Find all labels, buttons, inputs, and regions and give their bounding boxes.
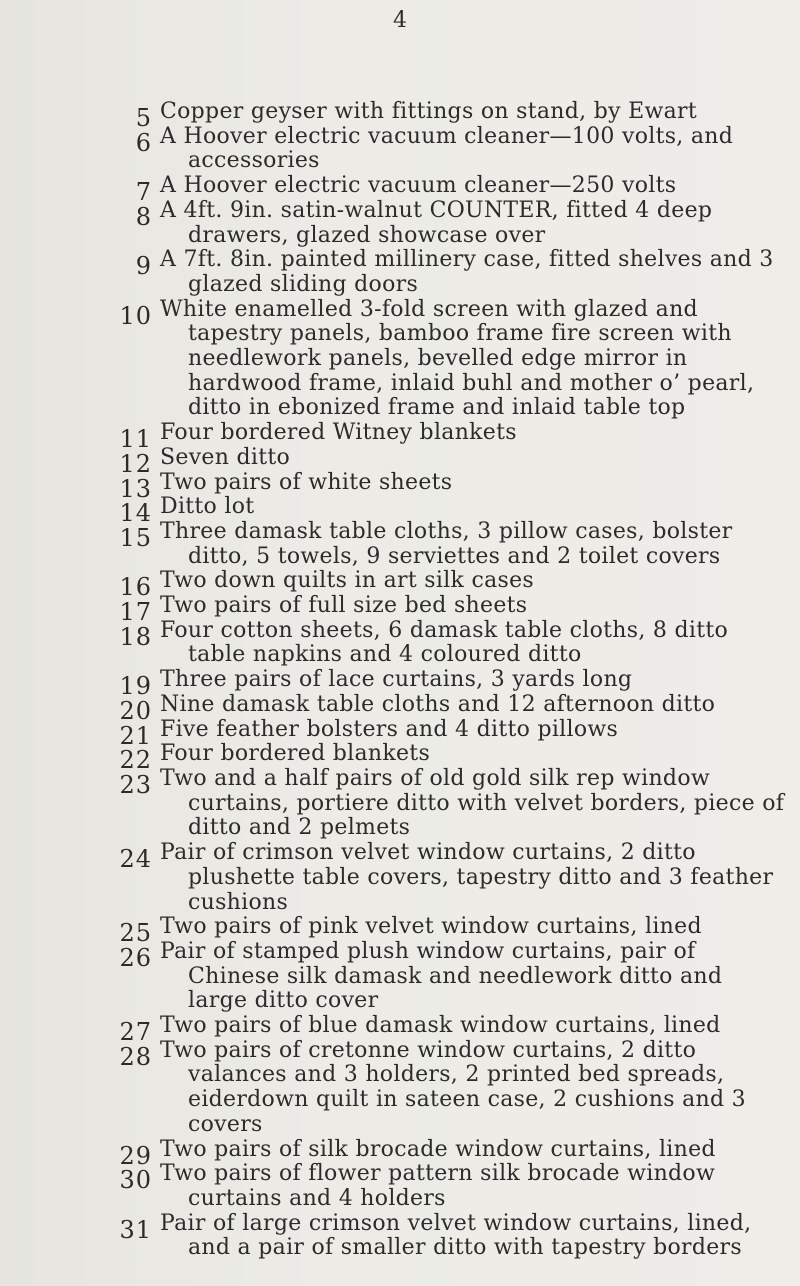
lot-description: A Hoover electric vacuum cleaner—100 volts, and accessories xyxy=(160,123,734,174)
lot-description: Two pairs of flower pattern silk brocade window curtains and 4 holders xyxy=(160,1161,716,1211)
lot-entry xyxy=(0,444,800,478)
lot-description: Five feather bolsters and 4 ditto pillows xyxy=(160,716,619,742)
lot-description: Two down quilts in art silk cases xyxy=(160,568,535,594)
lot-number: 22 xyxy=(119,746,152,775)
lot-description: Four bordered blankets xyxy=(160,741,431,767)
lot-number: 9 xyxy=(135,252,152,281)
lot-number: 6 xyxy=(135,128,152,157)
lot-description: Pair of large crimson velvet window curtains, lined, and a pair of smaller ditto with tapestry borders xyxy=(160,1210,752,1261)
lot-list xyxy=(0,100,800,1261)
lot-entry xyxy=(0,1039,800,1138)
lot-entry xyxy=(0,99,800,132)
lot-entry xyxy=(0,173,800,207)
lot-number: 15 xyxy=(119,523,152,552)
lot-entry xyxy=(0,199,800,248)
lot-entry xyxy=(0,667,800,701)
lot-description: Two pairs of white sheets xyxy=(160,469,453,495)
lot-description: Two pairs of silk brocade window curtains, lined xyxy=(160,1136,716,1162)
lot-entry xyxy=(0,1136,800,1170)
lot-entry xyxy=(0,841,800,915)
lot-description: Four bordered Witney blankets xyxy=(160,420,517,446)
lot-number: 23 xyxy=(119,770,152,799)
lot-number: 20 xyxy=(119,696,152,725)
lot-number: 27 xyxy=(119,1018,152,1047)
lot-entry xyxy=(0,494,800,528)
lot-entry xyxy=(0,767,800,841)
lot-entry xyxy=(0,298,800,422)
lot-description: Four cotton sheets, 6 damask table cloths, 8 ditto table napkins and 4 coloured ditto xyxy=(160,617,729,668)
lot-number: 13 xyxy=(119,474,152,503)
lot-description: Seven ditto xyxy=(160,444,291,470)
lot-number: 5 xyxy=(135,104,152,132)
lot-description: A 7ft. 8in. painted millinery case, fitted shelves and 3 glazed sliding doors xyxy=(160,247,774,297)
lot-description: Two and a half pairs of old gold silk rep window curtains, portiere ditto with velvet borders, piece of ditto and 2 pelmets xyxy=(160,765,785,841)
lot-entry xyxy=(0,420,800,454)
lot-description: Nine damask table cloths and 12 afternoon ditto xyxy=(160,691,716,717)
lot-number: 19 xyxy=(119,672,152,701)
lot-entry xyxy=(0,593,800,627)
lot-description: Two pairs of full size bed sheets xyxy=(160,593,528,619)
lot-description: Ditto lot xyxy=(160,494,255,520)
lot-entry xyxy=(0,1162,800,1211)
lot-number: 31 xyxy=(119,1215,152,1244)
lot-number: 11 xyxy=(119,425,152,454)
lot-description: Three damask table cloths, 3 pillow cases, bolster ditto, 5 towels, 9 serviettes and 2 toilet covers xyxy=(160,518,733,569)
lot-number: 26 xyxy=(119,943,152,972)
lot-entry xyxy=(0,248,800,297)
lot-number: 30 xyxy=(119,1166,152,1195)
lot-number: 17 xyxy=(119,598,152,627)
lot-description: White enamelled 3-fold screen with glazed and tapestry panels, bamboo frame fire screen with needlework panels, bevelled edge mirror in hardwood frame, inlaid buhl and mother o’ pearl, ditto in ebonized frame and inlaid table top xyxy=(160,296,755,421)
lot-number: 12 xyxy=(119,449,152,478)
lot-description: Copper geyser with fittings on stand, by Ewart xyxy=(160,99,697,124)
lot-entry xyxy=(0,1013,800,1047)
lot-entry xyxy=(0,125,800,174)
lot-description: Two pairs of blue damask window curtains, lined xyxy=(160,1013,721,1039)
lot-description: Three pairs of lace curtains, 3 yards long xyxy=(160,667,633,693)
lot-entry xyxy=(0,691,800,725)
lot-description: A Hoover electric vacuum cleaner—250 volts xyxy=(160,173,677,199)
lot-number: 18 xyxy=(119,622,152,651)
lot-entry xyxy=(0,716,800,750)
lot-entry xyxy=(0,520,800,569)
page-number: 4 xyxy=(393,8,407,33)
lot-entry xyxy=(0,469,800,503)
lot-number: 7 xyxy=(135,178,152,207)
lot-entry xyxy=(0,741,800,775)
lot-number: 25 xyxy=(119,919,152,948)
lot-number: 28 xyxy=(119,1042,152,1071)
lot-number: 29 xyxy=(119,1141,152,1170)
lot-entry xyxy=(0,940,800,1014)
lot-description: Pair of stamped plush window curtains, pair of Chinese silk damask and needlework ditto and large ditto cover xyxy=(160,938,723,1014)
lot-entry xyxy=(0,1212,800,1261)
lot-description: Pair of crimson velvet window curtains, 2 ditto plushette table covers, tapestry ditto and 3 feather cushions xyxy=(160,840,774,915)
lot-number: 16 xyxy=(119,573,152,602)
lot-number: 8 xyxy=(135,202,152,231)
lot-entry xyxy=(0,619,800,668)
lot-number: 21 xyxy=(119,721,152,750)
lot-number: 24 xyxy=(119,845,152,874)
lot-number: 14 xyxy=(119,499,152,528)
lot-description: Two pairs of pink velvet window curtains, lined xyxy=(160,914,702,940)
lot-description: A 4ft. 9in. satin-walnut COUNTER, fitted 4 deep drawers, glazed showcase over xyxy=(160,197,713,248)
lot-entry xyxy=(0,914,800,948)
lot-entry xyxy=(0,568,800,602)
lot-description: Two pairs of cretonne window curtains, 2 ditto valances and 3 holders, 2 printed bed spreads, eiderdown quilt in sateen case, 2 cushions and 3 covers xyxy=(160,1037,746,1137)
lot-number: 10 xyxy=(119,301,152,330)
